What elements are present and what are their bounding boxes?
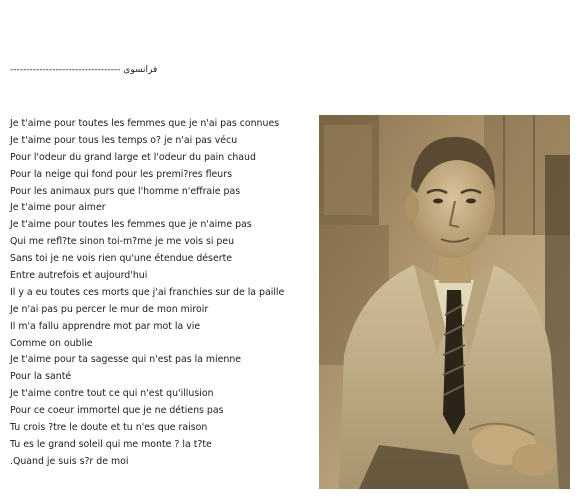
- poem-line: Comme on oublie: [10, 337, 93, 349]
- portrait-photo: [319, 115, 570, 489]
- dash-rule: ----------------------------------: [10, 65, 121, 75]
- poem-line: Pour l'odeur du grand large et l'odeur du pain chaud: [10, 151, 256, 163]
- poem-line: .Quand je suis s?r de moi: [10, 455, 129, 467]
- poem-line: Je t'aime pour toutes les femmes que je n'ai pas connues: [10, 118, 280, 129]
- poem-line: Il m'a fallu apprendre mot par mot la vie: [10, 320, 201, 332]
- poem-line: Entre autrefois et aujourd'hui: [10, 270, 148, 282]
- poem-line: Je t'aime pour ta sagesse qui n'est pas la mienne: [10, 354, 242, 366]
- poem-line: Tu es le grand soleil qui me monte ? la t?te: [10, 438, 212, 450]
- poem-line: Je t'aime pour toutes les femmes que je n'aime pas: [10, 219, 252, 231]
- poem-line: Je t'aime contre tout ce qui n'est qu'illusion: [10, 388, 214, 400]
- poem-line: Qui me refl?te sinon toi-m?me je me vois si peu: [10, 236, 235, 248]
- poem-header: [10, 64, 157, 76]
- poem-line: Pour la santé: [10, 371, 72, 383]
- poem-line: Je t'aime pour tous les temps o? je n'ai pas vécu: [10, 134, 238, 146]
- portrait-illustration: [319, 115, 570, 489]
- poem-line: Pour ce coeur immortel que je ne détiens pas: [10, 405, 224, 417]
- language-label: فرانسوى: [123, 65, 158, 75]
- poem-text: [10, 116, 310, 471]
- poem-line: Tu crois ?tre le doute et tu n'es que raison: [10, 422, 208, 434]
- poem-line: Pour les animaux purs que l'homme n'effraie pas: [10, 185, 241, 197]
- poem-line: Je n'ai pas pu percer le mur de mon miroir: [10, 303, 209, 315]
- poem-line: Il y a eu toutes ces morts que j'ai franchies sur de la paille: [10, 286, 285, 298]
- poem-line: Sans toi je ne vois rien qu'une étendue déserte: [10, 253, 233, 265]
- poem-line: Je t'aime pour aimer: [10, 202, 106, 214]
- poem-line: Pour la neige qui fond pour les premi?res fleurs: [10, 168, 232, 180]
